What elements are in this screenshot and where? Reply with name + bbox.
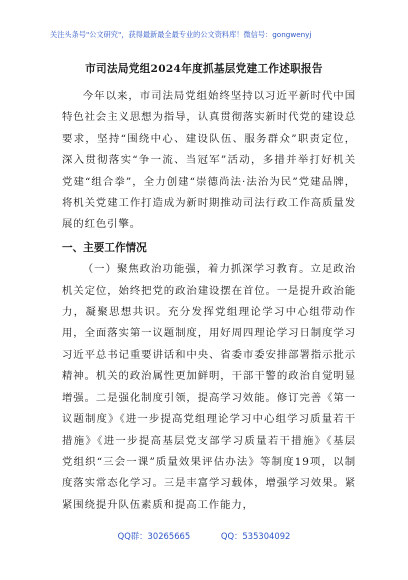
document-title: 市司法局党组2024年度抓基层党建工作述职报告	[85, 63, 323, 75]
section-paragraph: （一）聚焦政治功能强，着力抓深学习教育。立足政治机关定位，始终把党的政治建设摆在首位。一是提升政治能力，凝聚思想共识。充分发挥党组理论学习中心组带动作用，全面落实第一议题制度，用好周四理论学习日制度学习习近平总书记重要讲话和中央、省委市委安排部署指示批示精神。机关的政治属性更加鲜明，干部干警的政治自觉明显增强。二是强化制度引领，提高学习效能。修订完善《第一议题制度》《进一步提高党组理论学习中心组学习质量若干措施》《进一步提高基层党支部学习质量若干措施》《基层党组织“三会一课”质量效果评估办法》等制度19项，以制度落实常态化学习。三是丰富学习载体，增强学习效果。紧紧围绕提升队伍素质和提高工作能力，	[62, 263, 356, 511]
intro-paragraph: 今年以来，市司法局党组始终坚持以习近平新时代中国特色社会主义思想为指导，认真贯彻落实新时代党的建设总要求，坚持“围绕中心、建设队伍、服务群众”职责定位，深入贯彻落实“争一流、当冠军”活动，多措并举打好机关党建“组合拳”，全力创建“崇德尚法·法治为民”党建品牌，将机关党建工作打造成为新时期推动司法行政工作高质量发展的红色引擎。	[62, 90, 356, 231]
promo-header: 关注头条号"公文研究"，获得最新最全最专业的公文资料库！微信号：gongwenyj	[50, 30, 312, 39]
contact-footer	[0, 530, 408, 542]
qq-group-label: QQ群：30265665	[117, 531, 191, 541]
section-heading: 一、主要工作情况	[62, 241, 147, 254]
qq-contact-label: QQ：535304092	[220, 531, 291, 541]
document-body	[62, 86, 356, 516]
